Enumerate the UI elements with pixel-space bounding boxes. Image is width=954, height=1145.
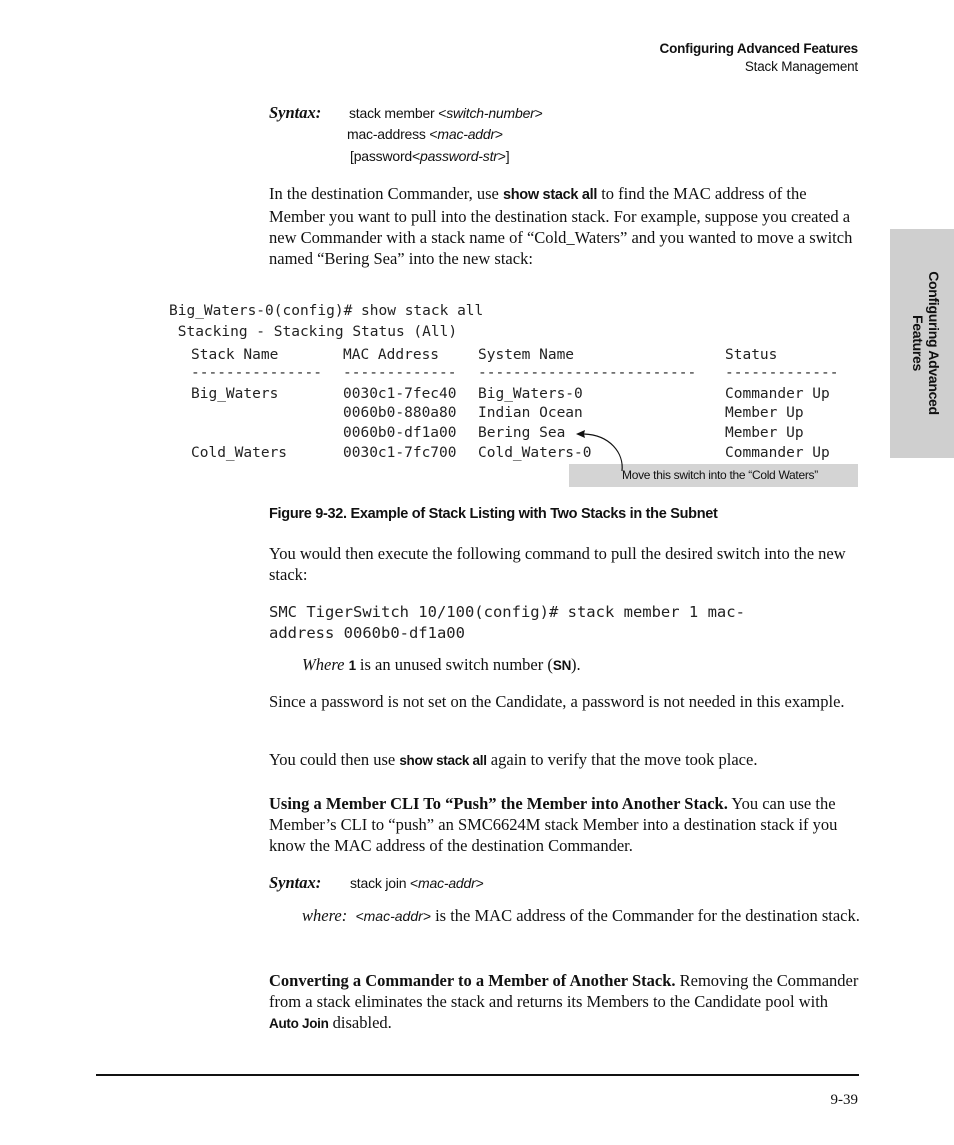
- command-line-1: SMC TigerSwitch 10/100(config)# stack member 1 mac-: [269, 603, 745, 621]
- chapter-side-tab: [890, 229, 954, 458]
- cli-row-3-status: Member Up: [725, 425, 804, 441]
- cli-sep-3: -------------------------: [478, 365, 697, 381]
- syntax-line-3: [password<password-str>]: [350, 148, 510, 164]
- where-mac-addr: where: <mac-addr> is the MAC address of the Commander for the destination stack.: [302, 906, 860, 925]
- cli-sep-2: -------------: [343, 365, 457, 381]
- syntax-line-1: stack member <switch-number>: [349, 105, 543, 121]
- cli-row-4-system: Cold_Waters-0: [478, 445, 592, 461]
- side-tab-line-2: Features: [910, 315, 926, 371]
- cli-row-2-status: Member Up: [725, 405, 804, 421]
- cli-row-2-mac: 0060b0-880a80: [343, 405, 457, 421]
- footer-rule: [96, 1074, 859, 1076]
- intro-paragraph: In the destination Commander, use show stack all to find the MAC address of the Member you want to pull into the destination stack. For example, suppose you created a new Commander with a stack name of “Cold_Waters” and you wanted to move a switch named “Bering Sea” into the new stack:: [269, 184, 853, 268]
- section-convert: Converting a Commander to a Member of Another Stack. Removing the Commander from a stack eliminates the stack and returns its Members to the Candidate pool with Auto Join disabled.: [269, 971, 859, 1032]
- side-tab-line-1: Configuring Advanced: [926, 271, 942, 415]
- running-header-section: Stack Management: [744, 59, 858, 74]
- callout-arrow-icon: [570, 425, 630, 475]
- where-switch-number: Where 1 is an unused switch number (SN).: [302, 655, 581, 674]
- command-line-2: address 0060b0-df1a00: [269, 624, 465, 642]
- cli-prompt-line: Big_Waters-0(config)# show stack all: [169, 303, 484, 319]
- cli-row-3-mac: 0060b0-df1a00: [343, 425, 457, 441]
- cli-row-1-system: Big_Waters-0: [478, 386, 583, 402]
- cli-col-mac: MAC Address: [343, 347, 440, 363]
- cli-row-4-status: Commander Up: [725, 445, 830, 461]
- cli-row-2-system: Indian Ocean: [478, 405, 583, 421]
- running-header-chapter: Configuring Advanced Features: [659, 41, 858, 56]
- cli-row-1-stack: Big_Waters: [191, 386, 279, 402]
- paragraph-password: Since a password is not set on the Candidate, a password is not needed in this example.: [269, 692, 845, 711]
- syntax-label: Syntax:: [269, 103, 322, 122]
- paragraph-verify: You could then use show stack all again to verify that the move took place.: [269, 750, 758, 769]
- cli-row-3-system: Bering Sea: [478, 425, 566, 441]
- syntax-label-join: Syntax:: [269, 873, 322, 892]
- paragraph-execute: You would then execute the following command to pull the desired switch into the new stack:: [269, 544, 846, 584]
- cli-row-1-mac: 0030c1-7fec40: [343, 386, 457, 402]
- cli-col-system-name: System Name: [478, 347, 575, 363]
- cli-sep-1: ---------------: [191, 365, 322, 381]
- cli-status-line: Stacking - Stacking Status (All): [169, 324, 458, 340]
- section-push: Using a Member CLI To “Push” the Member into Another Stack. You can use the Member’s CLI to “push” an SMC6624M stack Member into a destination stack if you know the MAC address of the destination Commander.: [269, 794, 838, 855]
- cli-sep-4: -------------: [725, 365, 839, 381]
- figure-caption: Figure 9-32. Example of Stack Listing with Two Stacks in the Subnet: [269, 506, 718, 522]
- callout-text: Move this switch into the “Cold Waters”: [622, 468, 818, 482]
- cli-row-4-mac: 0030c1-7fc700: [343, 445, 457, 461]
- syntax-line-2: mac-address <mac-addr>: [347, 126, 503, 142]
- cli-row-4-stack: Cold_Waters: [191, 445, 288, 461]
- side-tab-label: [910, 263, 942, 423]
- cli-col-stack-name: Stack Name: [191, 347, 279, 363]
- cli-col-status: Status: [725, 347, 778, 363]
- cli-row-1-status: Commander Up: [725, 386, 830, 402]
- page-number: 9-39: [830, 1092, 858, 1108]
- syntax-join-line: stack join <mac-addr>: [350, 875, 484, 891]
